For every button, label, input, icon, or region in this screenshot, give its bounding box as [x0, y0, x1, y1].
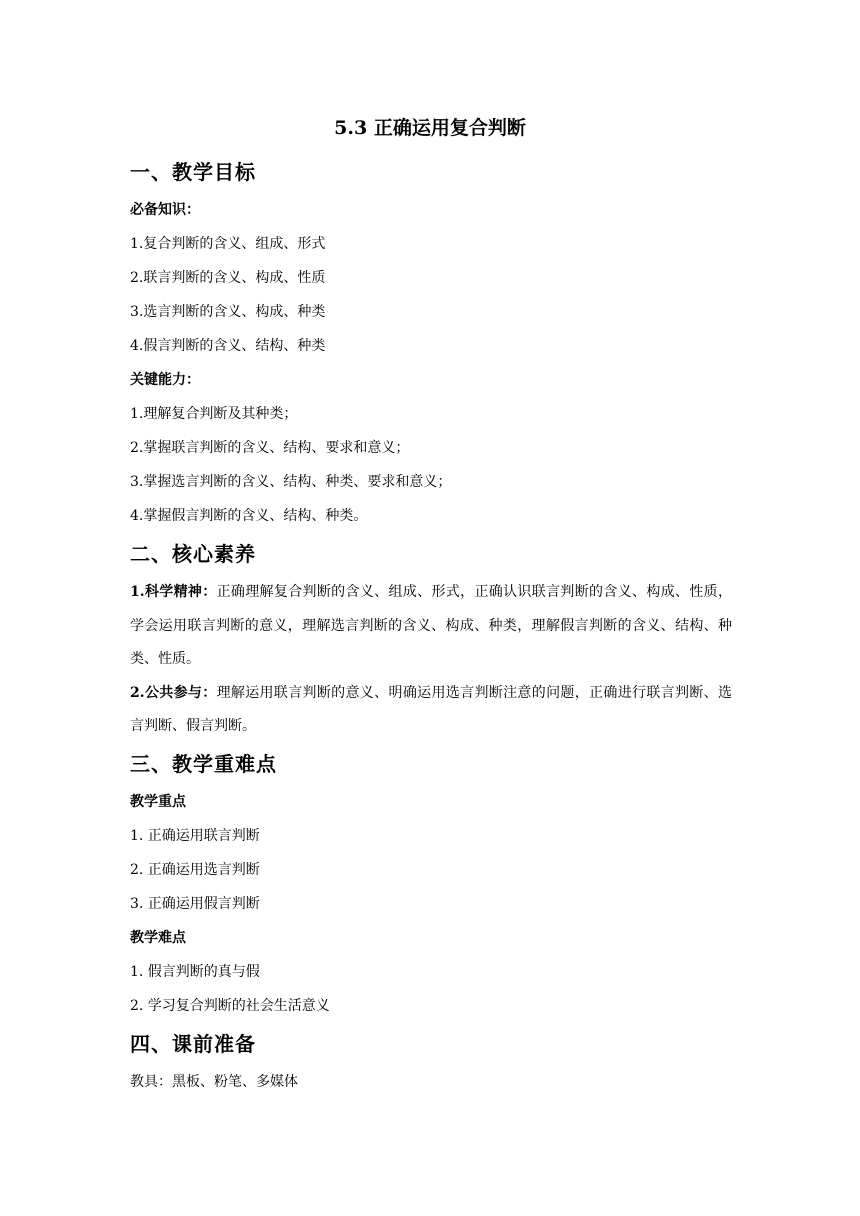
- section-heading: 三、教学重难点: [130, 751, 277, 776]
- paragraph-label: 2.公共参与：: [130, 684, 217, 701]
- list-item: 2.联言判断的含义、构成、性质: [130, 270, 326, 286]
- section-teaching-objectives: [130, 158, 732, 526]
- list-item: 3. 正确运用假言判断: [130, 895, 260, 912]
- list-item: 1. 假言判断的真与假: [130, 963, 260, 980]
- section-core-competencies: [130, 540, 732, 744]
- subheading-key-abilities: 关键能力：: [130, 372, 200, 388]
- section-key-difficult-points: [130, 750, 732, 1016]
- subheading-required-knowledge: 必备知识：: [130, 202, 200, 218]
- list-item: 1. 正确运用联言判断: [130, 827, 260, 844]
- list-item: 3.选言判断的含义、构成、种类: [130, 304, 326, 320]
- section-heading: 四、课前准备: [130, 1031, 256, 1056]
- list-item: 1.理解复合判断及其种类；: [130, 406, 298, 422]
- subheading-difficult-points: 教学难点: [130, 929, 186, 946]
- list-item: 1.复合判断的含义、组成、形式: [130, 236, 326, 252]
- list-item: 3.掌握选言判断的含义、结构、种类、要求和意义；: [130, 474, 452, 490]
- list-item: 2. 学习复合判断的社会生活意义: [130, 997, 330, 1014]
- section-heading: 二、核心素养: [130, 542, 256, 566]
- document-body: [130, 158, 732, 1092]
- paragraph-public-participation: [130, 677, 732, 744]
- paragraph-text: 理解运用联言判断的意义、明确运用选言判断注意的问题，正确进行联言判断、选言判断、假言判断。: [130, 684, 732, 734]
- section-heading: 一、教学目标: [130, 160, 256, 184]
- list-item: 2.掌握联言判断的含义、结构、要求和意义；: [130, 440, 410, 456]
- subheading-key-points: 教学重点: [130, 793, 186, 810]
- list-item: 4.假言判断的含义、结构、种类: [130, 338, 326, 354]
- section-pre-class-preparation: [130, 1030, 732, 1092]
- paragraph-text: 正确理解复合判断的含义、组成、形式，正确认识联言判断的含义、构成、性质，学会运用联言判断的意义，理解选言判断的含义、构成、种类，理解假言判断的含义、结构、种类、性质。: [130, 584, 732, 667]
- document-title: 5.3 正确运用复合判断: [334, 117, 526, 139]
- paragraph-label: 1.科学精神：: [130, 584, 217, 600]
- list-item: 2. 正确运用选言判断: [130, 861, 260, 878]
- list-item: 4.掌握假言判断的含义、结构、种类。: [130, 508, 368, 524]
- paragraph-scientific-spirit: [130, 576, 732, 677]
- teaching-tools-line: 教具：黑板、粉笔、多媒体: [130, 1073, 298, 1090]
